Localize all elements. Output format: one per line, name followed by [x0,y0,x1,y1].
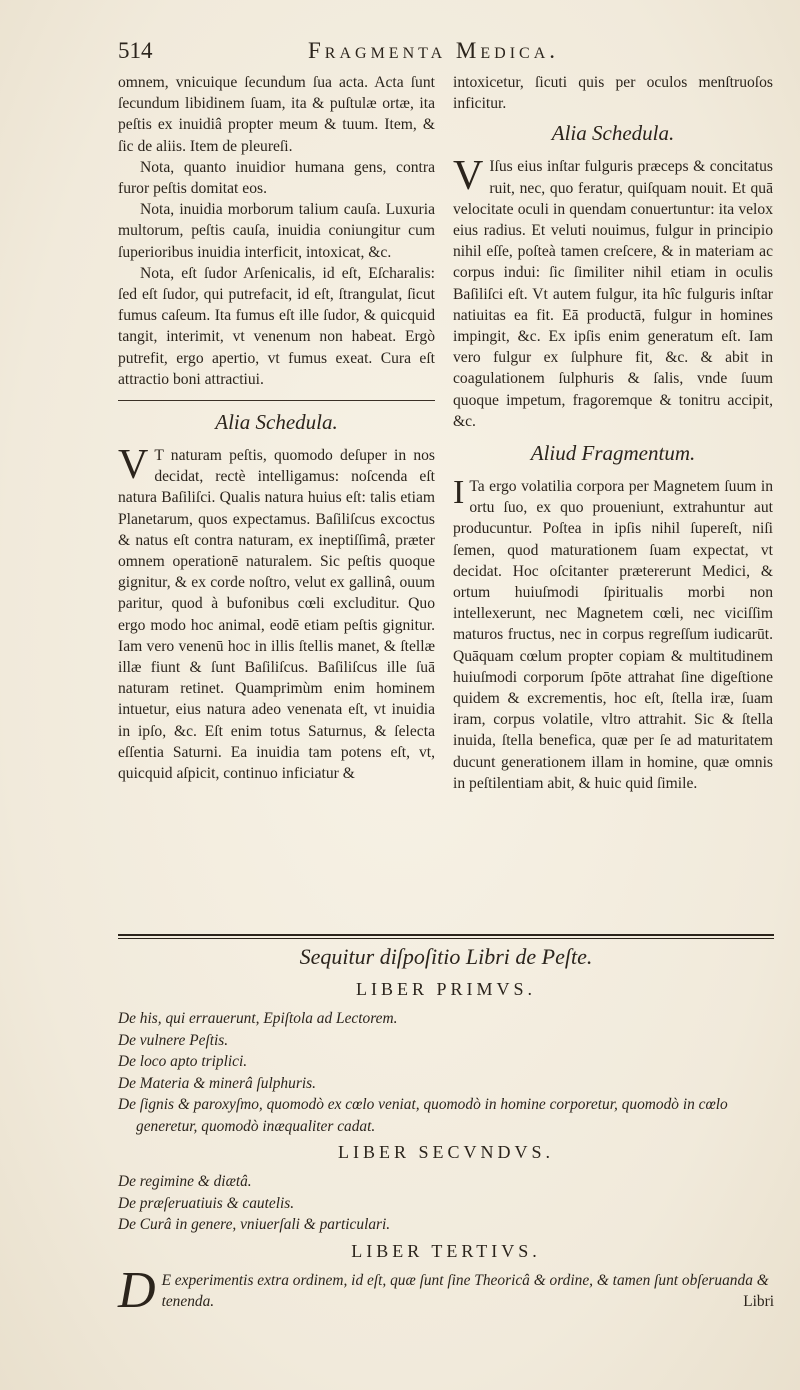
left-column [118,72,435,784]
book-3-entry [118,1261,774,1319]
book-3-entry-text: E experimentis extra ordinem, id eſt, quæ ſunt ſine Theoricâ & ordine, & tamen ſunt obſeruanda & tenenda. [161,1271,769,1310]
section-text: T naturam peſtis, quomodo deſuper in nos decidat, rectè intelligamus: noſcenda eſt natura Baſiliſci. Qualis natura huius eſt: talis etiam Planetarum, quos expectamus. Baſiliſcus excoctus & natus eſt contra naturam, ex ineptiſſimâ, præter omnem operationē naturalem. Sic peſtis quoque gignitur, & ex corde noſtro, velut ex gallinâ, ouum paritur, quod à bufonibus cœli excluditur. Quo ergo modo hoc animal, eodē etiam peſtis gignitur. Iam vero venenū hoc in illis ſtellis manet, & ſtellæ illæ fiunt & ſunt Baſiliſcus. Baſiliſcus ille ſuā naturam retinet. Quamprimùm enim hominem intuetur, eius natura adeo venenata eſt, vt inuidia in ipſo, &c. Eſt enim totus Saturnus, & ſelecta eſſentia Saturni. Ea inuidia tam potens eſt, vt, quicquid aſpicit, continuo inficiatur & [118,447,435,783]
left-paragraph-4: Nota, eſt ſudor Arſenicalis, id eſt, Eſcharalis: ſed eſt ſudor, qui putrefacit, id eſt, ſtrangulat, ſicut fumus caſeum. Ita fumus eſt ille ſudor, & quicquid tangit, interimit, vt venenum non habeat. Ergò putrefit, ergo apertio, vt fumus exeat. Cura eſt attractio boni attractiui. [118,264,435,388]
catchword: Libri [743,1292,774,1310]
book-2-entry: De Curâ in genere, vniuerſali & particulari. [118,1216,391,1233]
running-title: Fragmenta Medica. [308,38,560,63]
book-2-heading: LIBER SECVNDVS. [337,1142,554,1162]
book-1-entry: De ſignis & paroxyſmo, quomodò ex cœlo veniat, quomodò in homine corporetur, quomodò in cœlo generetur, quomodò inæqualiter cadat. [118,1096,728,1135]
disposition-section [118,942,774,1319]
book-1-entry: De Materia & minerâ ſulphuris. [118,1074,316,1092]
book-1-heading: LIBER PRIMVS. [355,979,537,999]
book-1-entry: De loco apto triplici. [118,1053,248,1070]
section-title-alia-schedula-left: Alia Schedula. [215,410,338,435]
left-paragraph-1: omnem, vnicuique ſecundum ſua acta. Acta ſunt ſecundum libidinem ſuam, ita & puſtulæ ortæ, ita peſtis ex inuidiâ propter meum & tuum. Item, & ſic de aliis. Item de pleureſi. [118,74,435,155]
page-header [118,38,760,68]
left-paragraph-2: Nota, quanto inuidior humana gens, contra furor peſtis domitat eos. [118,158,435,198]
drop-cap: I [453,474,465,512]
section1-paragraph [453,153,773,432]
disposition-title: Sequitur diſpoſitio Libri de Peſte. [299,944,593,969]
book-2-entry: De præſeruatiuis & cautelis. [118,1194,295,1212]
book-1-entry: De his, qui errauerunt, Epiſtola ad Lectorem. [118,1010,398,1027]
drop-cap: V [453,153,484,200]
section1-text: Iſus eius inſtar fulguris præceps & concitatus ruit, nec, quo feratur, quiſquam nouit. Et quā velocitate oculi in quendam conuertuntur: ita velox eius radius. Et veluti nouimus, fulgur in principio nihil eſſe, poſteà tamen creſcere, & in materiam ac corpus indui: ſic ſimiliter nihil etiam in oculis Baſiliſci eſt. Vt autem fulgur, ita hîc fulguris inſtar natiuitas ea fit. Eā productā, fulgur in homines impingit, &c. Ex ipſis enim generatum eſt. Iam vero fulgur ex ſulphure fit, &c. & abit in coagulationem ſulphuris & ſalis, vnde ſuum quoque impetum, fragoremque & tonitru accipit, &c. [453,158,773,430]
section2-text: Ta ergo volatilia corpora per Magnetem ſuum in ortu ſuo, ex quo proueniunt, extrahuntur aut producuntur. Poſtea in ipſis nihil ſupereſt, niſi ſemen, quod maturationem ſuam expectat, vt decidat. Hoc oſcitanter prætererunt Medici, & ortum huiuſmodi ſpiritualis morbi non intellexerunt, nec Magnetem cœli, nec viciſſim maturos fructus, nec in corpus regreſſum iudicarūt. Quāquam cœlum propter copiam & multitudinem huiuſmodi corporum ſpōte attrahat ſine digeſtione quidem & excrementis, hoc eſt, ſtella iræ, ſuam iram, corpus volatile, vltro attrahit. Sic & ſtella inuida, ſtella benefica, quæ per ſe ad maturitatem ducunt generationem illam in homine, quæ omnis in peſtilentiam abit, & huic quid ſimile. [453,478,773,792]
right-intro: intoxicetur, ſicuti quis per oculos menſtruoſos inficitur. [453,74,773,113]
book-1-entry: De vulnere Peſtis. [118,1031,229,1049]
section-title-aliud-fragmentum: Aliud Fragmentum. [530,441,696,466]
horizontal-rule [118,934,774,936]
section-paragraph [118,442,435,784]
section-title-alia-schedula-right: Alia Schedula. [551,121,675,146]
left-paragraph-3: Nota, inuidia morborum talium cauſa. Luxuria multorum, peſtis cauſa, inuidia coniungitur cum ſuperioribus inuidia interficit, intoxicat, &c. [118,201,435,261]
right-column [453,72,773,794]
horizontal-rule-thin [118,938,774,939]
section2-paragraph [453,476,773,794]
drop-cap: V [118,442,149,489]
page-number: 514 [118,38,153,63]
drop-cap: D [118,1261,156,1319]
book-2-entry: De regimine & diætâ. [118,1173,252,1190]
section-divider [118,400,435,401]
book-3-heading: LIBER TERTIVS. [351,1240,541,1261]
